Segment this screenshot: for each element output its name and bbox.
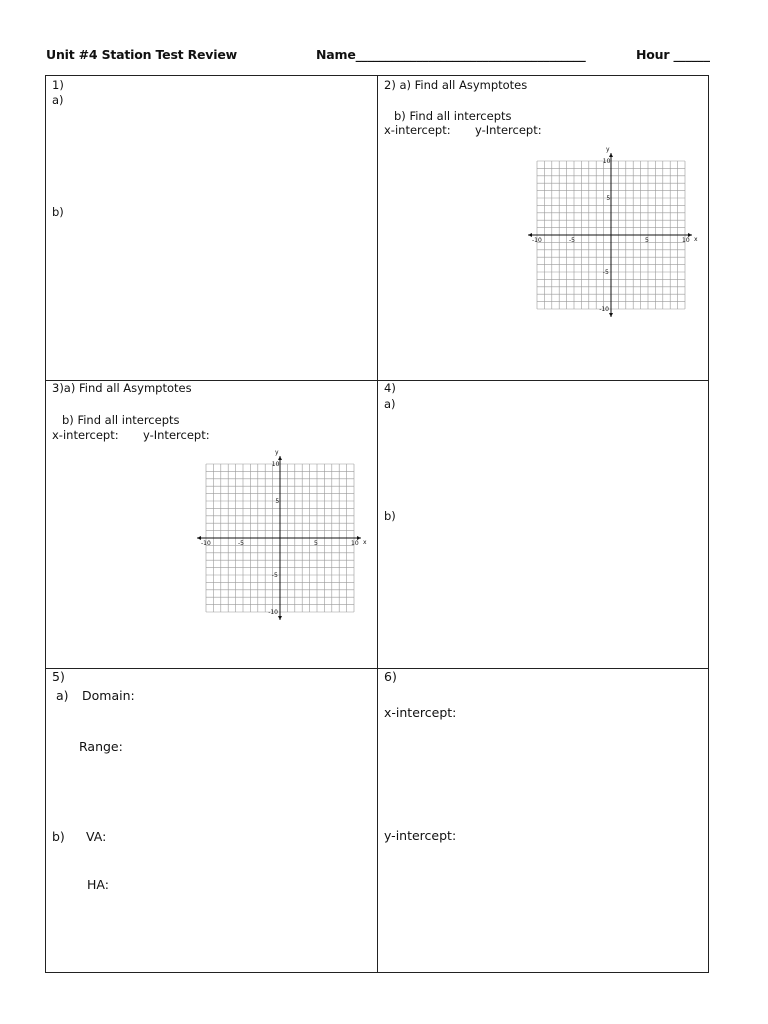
y-tick-label: -10 (599, 306, 610, 313)
problem-4-cell (377, 380, 708, 668)
x-tick-label: 10 (351, 540, 359, 547)
problem-3a-label: 3)a) Find all Asymptotes (52, 381, 192, 395)
hour-field-label: Hour ______ (636, 47, 710, 62)
problem-3b-label: b) Find all intercepts (62, 413, 180, 427)
problem-1-cell (46, 76, 377, 380)
y-tick-label: 5 (275, 498, 280, 505)
problem-1b-label: b) (52, 205, 64, 219)
problem-6-cell (377, 668, 708, 972)
problem-3-x-intercept-label: x-intercept: (52, 428, 119, 442)
problem-2-x-intercept-label: x-intercept: (384, 123, 451, 137)
y-axis-label: y (606, 146, 610, 153)
y-tick-label: 10 (602, 158, 611, 165)
problem-2-y-intercept-label: y-Intercept: (475, 123, 542, 137)
y-axis-arrow-up (609, 153, 613, 157)
x-tick-label: -5 (569, 237, 575, 244)
y-tick-label: 5 (606, 195, 611, 202)
x-tick-label: -10 (532, 237, 542, 244)
y-tick-label: -10 (268, 609, 279, 616)
y-tick-label: 10 (271, 461, 280, 468)
x-axis-label: x (694, 236, 698, 243)
problem-1a-label: a) (52, 93, 64, 107)
y-tick-label: -5 (271, 572, 278, 579)
problem-3-cell (46, 380, 377, 668)
problem-1-number: 1) (52, 78, 64, 92)
problem-5b-label: b) (52, 829, 65, 844)
problem-5-cell (46, 668, 377, 972)
y-axis-arrow-up (278, 456, 282, 460)
x-axis-label: x (363, 539, 367, 546)
problem-5a-label: a) (56, 688, 69, 703)
problem-4-number: 4) (384, 381, 396, 395)
worksheet-title: Unit #4 Station Test Review (46, 47, 237, 62)
problem-2-cell (377, 76, 708, 380)
problem-6-y-intercept-label: y-intercept: (384, 828, 457, 843)
ha-label: HA: (87, 877, 109, 892)
problem-2a-label: 2) a) Find all Asymptotes (384, 78, 528, 92)
review-table (45, 75, 709, 973)
problem-2b-label: b) Find all intercepts (394, 109, 512, 123)
range-label: Range: (79, 739, 123, 754)
problem-4a-label: a) (384, 397, 396, 411)
y-axis-arrow-down (609, 313, 613, 317)
va-label: VA: (86, 829, 107, 844)
x-tick-label: 10 (682, 237, 690, 244)
problem-4b-label: b) (384, 509, 396, 523)
y-axis-arrow-down (278, 616, 282, 620)
y-tick-label: -5 (602, 269, 609, 276)
y-axis-label: y (275, 449, 279, 456)
x-tick-label: -5 (238, 540, 244, 547)
name-field-label: Name______________________________________ (316, 47, 586, 62)
domain-label: Domain: (82, 688, 135, 703)
problem-5-number: 5) (52, 669, 65, 684)
problem-6-x-intercept-label: x-intercept: (384, 705, 457, 720)
x-tick-label: 5 (645, 237, 649, 244)
problem-6-number: 6) (384, 669, 397, 684)
coordinate-grid-problem-2 (527, 146, 707, 331)
x-tick-label: 5 (314, 540, 318, 547)
problem-3-y-intercept-label: y-Intercept: (143, 428, 210, 442)
x-tick-label: -10 (201, 540, 211, 547)
coordinate-grid-problem-3 (196, 449, 376, 634)
